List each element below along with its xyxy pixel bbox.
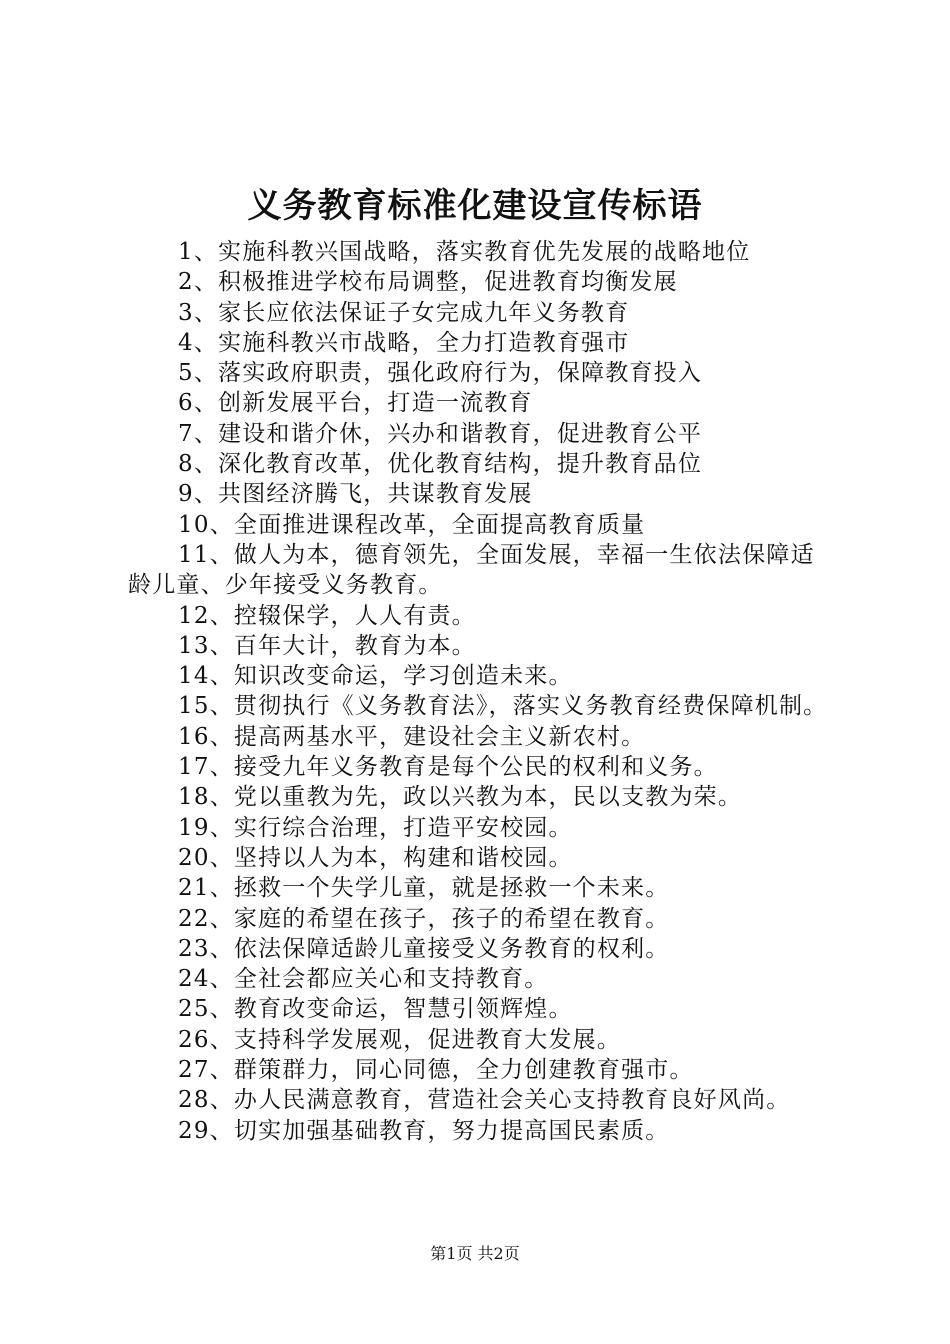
list-item: 2、积极推进学校布局调整，促进教育均衡发展 — [178, 269, 678, 296]
list-item: 7、建设和谐介休，兴办和谐教育，促进教育公平 — [178, 420, 703, 447]
list-item: 3、家长应依法保证子女完成九年义务教育 — [178, 299, 630, 326]
list-item: 19、实行综合治理，打造平安校园。 — [178, 814, 573, 841]
list-item: 1、实施科教兴国战略，落实教育优先发展的战略地位 — [178, 239, 751, 265]
list-item: 18、党以重教为先，政以兴教为本，民以支教为荣。 — [178, 784, 743, 811]
list-item: 8、深化教育改革，优化教育结构，提升教育品位 — [178, 451, 703, 478]
list-item: 25、教育改变命运，智慧引领辉煌。 — [178, 996, 573, 1023]
list-item: 22、家庭的希望在孩子，孩子的希望在教育。 — [178, 905, 670, 932]
list-item: 14、知识改变命运，学习创造未来。 — [178, 663, 573, 690]
list-item: 28、办人民满意教育，营造社会关心支持教育良好风尚。 — [178, 1087, 791, 1114]
list-item: 29、切实加强基础教育，努力提高国民素质。 — [178, 1117, 670, 1144]
list-item: 16、提高两基水平，建设社会主义新农村。 — [178, 723, 646, 750]
list-item: 12、控辍保学，人人有责。 — [178, 602, 476, 629]
list-item: 15、贯彻执行《义务教育法》，落实义务教育经费保障机制。 — [178, 693, 828, 720]
list-item: 20、坚持以人为本，构建和谐校园。 — [178, 844, 573, 871]
document-title: 义务教育标准化建设宣传标语 — [247, 186, 703, 226]
list-item: 4、实施科教兴市战略，全力打造教育强市 — [178, 329, 630, 356]
list-item: 26、支持科学发展观，促进教育大发展。 — [178, 1026, 622, 1053]
list-item: 11、做人为本，德育领先，全面发展，幸福一生依法保障适龄儿童、少年接受义务教育。 — [128, 541, 815, 599]
list-item: 9、共图经济腾飞，共谋教育发展 — [178, 481, 533, 508]
list-item: 21、拯救一个失学儿童，就是拯救一个未来。 — [178, 875, 670, 902]
list-item: 23、依法保障适龄儿童接受义务教育的权利。 — [178, 935, 670, 962]
list-item: 24、全社会都应关心和支持教育。 — [178, 966, 549, 993]
list-item: 6、创新发展平台，打造一流教育 — [178, 390, 533, 417]
list-item: 10、全面推进课程改革，全面提高教育质量 — [178, 511, 646, 538]
list-item: 5、落实政府职责，强化政府行为，保障教育投入 — [178, 360, 703, 387]
slogan-list — [128, 237, 834, 1146]
list-item: 13、百年大计，教育为本。 — [178, 632, 476, 659]
list-item: 27、群策群力，同心同德，全力创建教育强市。 — [178, 1057, 694, 1084]
list-item: 17、接受九年义务教育是每个公民的权利和义务。 — [178, 754, 718, 781]
page-number-footer: 第1页 共2页 — [430, 1244, 520, 1263]
